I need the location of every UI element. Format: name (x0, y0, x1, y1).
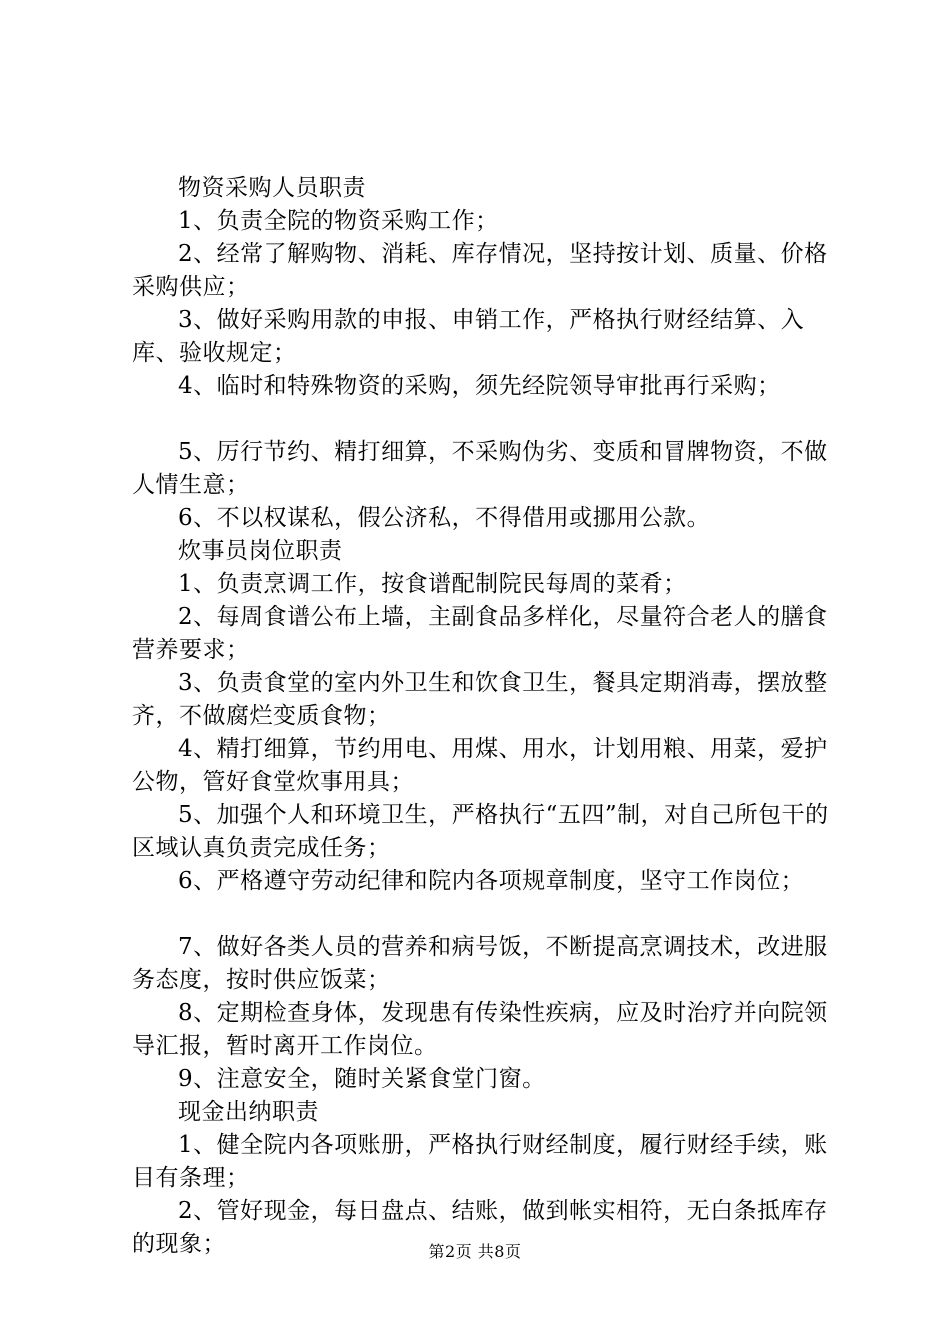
section-title-purchasing: 物资采购人员职责 (178, 175, 366, 201)
purchasing-item-5: 5、厉行节约、精打细算，不采购伪劣、变质和冒牌物资，不做人情生意； (132, 439, 828, 498)
cashier-item-1: 1、健全院内各项账册，严格执行财经制度，履行财经手续，账目有条理； (132, 1132, 828, 1191)
page-number-footer: 第2页 共8页 (428, 1242, 522, 1261)
cook-item-6: 6、严格遵守劳动纪律和院内各项规章制度，坚守工作岗位； (178, 868, 805, 894)
cook-item-2: 2、每周食谱公布上墙，主副食品多样化，尽量符合老人的膳食营养要求； (132, 604, 828, 663)
purchasing-item-6: 6、不以权谋私，假公济私，不得借用或挪用公款。 (178, 505, 711, 531)
purchasing-item-2: 2、经常了解购物、消耗、库存情况，坚持按计划、质量、价格采购供应； (132, 241, 828, 300)
section-title-cashier: 现金出纳职责 (178, 1099, 319, 1125)
cook-item-1: 1、负责烹调工作，按食谱配制院民每周的菜肴； (178, 571, 687, 597)
cook-item-7: 7、做好各类人员的营养和病号饭，不断提高烹调技术，改进服务态度，按时供应饭菜； (132, 934, 828, 993)
cashier-item-2: 2、管好现金，每日盘点、结账，做到帐实相符，无白条抵库存的现象； (132, 1198, 828, 1257)
cook-item-4: 4、精打细算，节约用电、用煤、用水，计划用粮、用菜，爱护公物，管好食堂炊事用具； (132, 736, 828, 795)
section-title-cook: 炊事员岗位职责 (178, 538, 343, 564)
purchasing-item-3: 3、做好采购用款的申报、申销工作，严格执行财经结算、入库、验收规定； (132, 307, 805, 366)
cook-item-5: 5、加强个人和环境卫生，严格执行“五四”制，对自己所包干的区域认真负责完成任务； (132, 802, 829, 861)
cook-item-9: 9、注意安全，随时关紧食堂门窗。 (178, 1066, 546, 1092)
purchasing-item-4: 4、临时和特殊物资的采购，须先经院领导审批再行采购； (178, 373, 781, 399)
cook-item-3: 3、负责食堂的室内外卫生和饮食卫生，餐具定期消毒，摆放整齐，不做腐烂变质食物； (132, 670, 828, 729)
purchasing-item-1: 1、负责全院的物资采购工作； (178, 208, 499, 234)
cook-item-8: 8、定期检查身体，发现患有传染性疾病，应及时治疗并向院领导汇报，暂时离开工作岗位。 (132, 1000, 828, 1059)
document-body (132, 172, 842, 1261)
